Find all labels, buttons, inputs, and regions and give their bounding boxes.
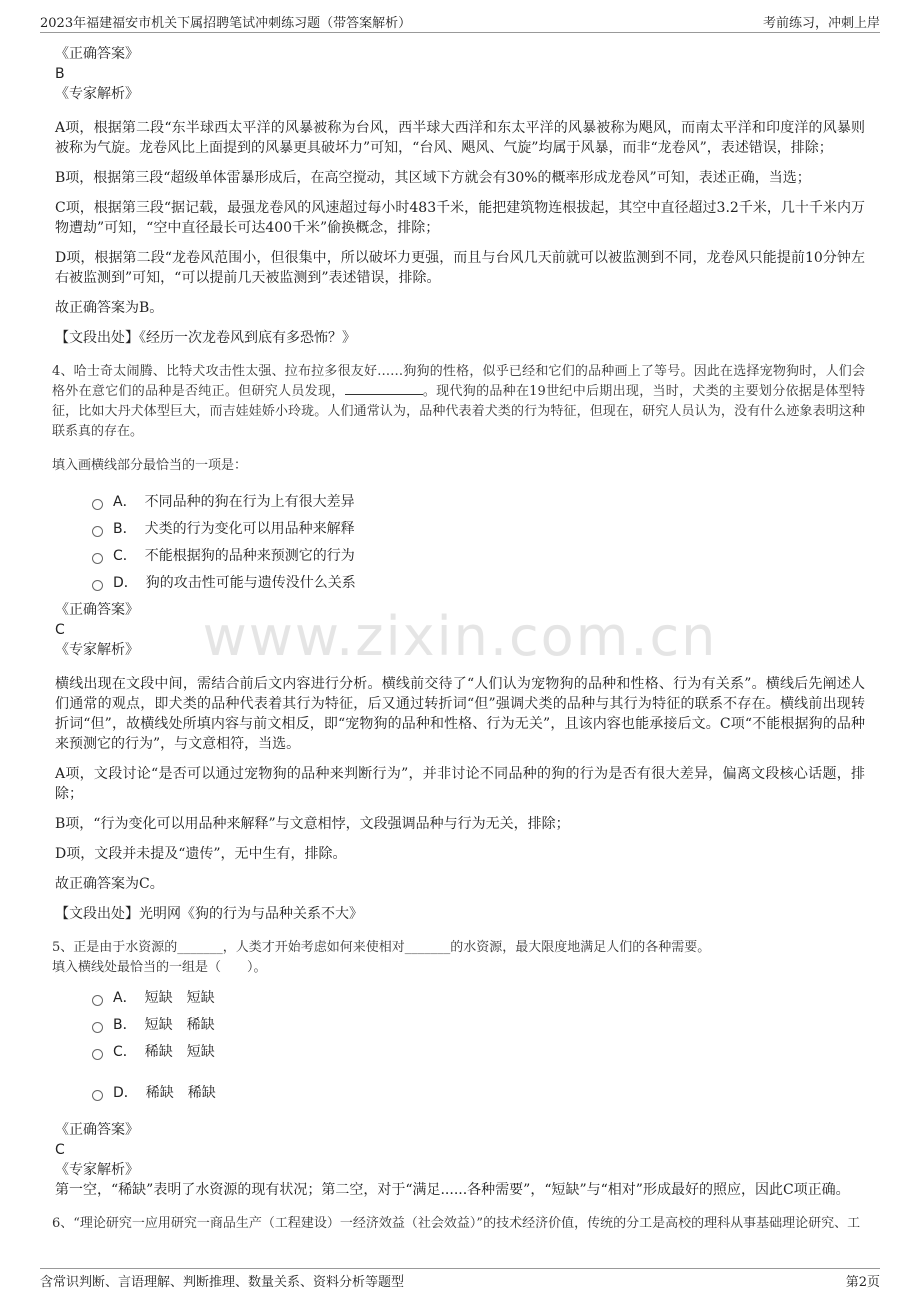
option-d[interactable] bbox=[92, 1079, 865, 1106]
analysis-paragraph: D项，文段并未提及“遗传”，无中生有，排除。 bbox=[55, 846, 347, 862]
header-slogan: 考前练习，冲刺上岸 bbox=[762, 15, 880, 31]
option-text: 稀缺 短缺 bbox=[144, 1043, 215, 1060]
option-a[interactable] bbox=[92, 488, 865, 515]
question-4-stem-part-b: 。现代狗的品种在19世纪中后期出现，当时，犬类的主要划分依据是体型特征，比如大丹犬体型巨大，而吉娃娃娇小玲珑。人们通常认为，品种代表着犬类的行为特征，但现在，研究人员认为，没有什么迹象表明这种联系真的存在。 bbox=[52, 384, 865, 439]
option-label: D． bbox=[113, 1084, 138, 1101]
question-6-stem: 6、“理论研究一应用研究一商品生产（工程建设）一经济效益（社会效益）”的技术经济价值，传统的分工是高校的理科从事基础理论研究、工 bbox=[52, 1216, 861, 1231]
question-4-options bbox=[92, 488, 865, 596]
correct-answer-value: C bbox=[55, 1142, 65, 1158]
source-citation: 【文段出处】《经历一次龙卷风到底有多恐怖？》 bbox=[55, 330, 356, 346]
analysis-paragraph: B项，“行为变化可以用品种来解释”与文意相悖，文段强调品种与行为无关，排除； bbox=[55, 816, 570, 832]
analysis-label: 《专家解析》 bbox=[55, 642, 139, 658]
page-content bbox=[52, 44, 865, 1234]
analysis-conclusion: 故正确答案为B。 bbox=[55, 300, 164, 316]
question-4-stem-part-a: 4、哈士奇太闹腾、比特犬攻击性太强、拉布拉多很友好……狗狗的性格，似乎已经和它们的品种画上了等号。因此在选择宠物狗时，人们会格外在意它们的品种是否纯正。但研究人员发现， bbox=[52, 364, 865, 399]
source-citation: 【文段出处】光明网《狗的行为与品种关系不大》 bbox=[55, 906, 363, 922]
question-5-options bbox=[92, 984, 865, 1106]
option-text: 犬类的行为变化可以用品种来解释 bbox=[144, 520, 355, 537]
option-label: D． bbox=[113, 574, 138, 591]
option-b[interactable] bbox=[92, 515, 865, 542]
option-text: 短缺 稀缺 bbox=[144, 1016, 215, 1033]
option-text: 稀缺 稀缺 bbox=[145, 1084, 216, 1101]
analysis-conclusion: 故正确答案为C。 bbox=[55, 876, 164, 892]
analysis-paragraph: A项，根据第二段“东半球西太平洋的风暴被称为台风，西半球大西洋和东太平洋的风暴被称为飓风，而南太平洋和印度洋的风暴则被称为气旋。龙卷风比上面提到的风暴更具破坏力”可知，“台风、飓风、气旋”均属于风暴，而非“龙卷风”，表述错误，排除； bbox=[55, 120, 865, 156]
analysis-label: 《专家解析》 bbox=[55, 1162, 139, 1178]
radio-icon[interactable] bbox=[92, 499, 103, 510]
radio-icon[interactable] bbox=[92, 995, 103, 1006]
analysis-paragraph: B项，根据第三段“超级单体雷暴形成后，在高空搅动，其区域下方就会有30%的概率形成龙卷风”可知，表述正确，当选； bbox=[55, 170, 811, 186]
option-label: C． bbox=[113, 547, 137, 564]
option-c[interactable] bbox=[92, 1038, 865, 1065]
page-footer bbox=[40, 1268, 880, 1291]
option-label: A． bbox=[113, 989, 137, 1006]
analysis-label: 《专家解析》 bbox=[55, 86, 139, 102]
option-a[interactable] bbox=[92, 984, 865, 1011]
radio-icon[interactable] bbox=[92, 1090, 103, 1101]
correct-answer-value: C bbox=[55, 622, 65, 638]
footer-description: 含常识判断、言语理解、判断推理、数量关系、资料分析等题型 bbox=[40, 1274, 405, 1290]
radio-icon[interactable] bbox=[92, 1022, 103, 1033]
page-number: 第2页 bbox=[845, 1274, 880, 1290]
correct-answer-label: 《正确答案》 bbox=[55, 1122, 139, 1138]
analysis-paragraph: A项，文段讨论“是否可以通过宠物狗的品种来判断行为”，并非讨论不同品种的狗的行为是否有很大差异，偏离文段核心话题，排除； bbox=[55, 766, 865, 802]
radio-icon[interactable] bbox=[92, 1049, 103, 1060]
question-5-lead: 填入横线处最恰当的一组是（ ）。 bbox=[52, 960, 267, 975]
analysis-paragraph: 横线出现在文段中间，需结合前后文内容进行分析。横线前交待了“人们认为宠物狗的品种和性格、行为有关系”。横线后先阐述人们通常的观点，即犬类的品种代表着其行为特征，后又通过转折词“但”强调犬类的品种与其行为特征的联系不存在。横线前出现转折词“但”，故横线处所填内容与前文相反，即“宠物狗的品种和性格、行为无关”，且该内容也能承接后文。C项“不能根据狗的品种来预测它的行为”，与文意相符，当选。 bbox=[55, 676, 865, 752]
correct-answer-label: 《正确答案》 bbox=[55, 46, 139, 62]
option-d[interactable] bbox=[92, 569, 865, 596]
correct-answer-value: B bbox=[55, 66, 65, 82]
radio-icon[interactable] bbox=[92, 580, 103, 591]
question-4-stem bbox=[52, 362, 865, 442]
header-title: 2023年福建福安市机关下属招聘笔试冲刺练习题（带答案解析） bbox=[40, 15, 412, 31]
question-6 bbox=[52, 1214, 865, 1234]
question-3-answer-block bbox=[55, 44, 865, 348]
radio-icon[interactable] bbox=[92, 526, 103, 537]
page-header bbox=[40, 10, 880, 33]
watermark: www.zixin.com.cn bbox=[202, 605, 718, 668]
option-text: 不能根据狗的品种来预测它的行为 bbox=[144, 547, 355, 564]
question-4 bbox=[52, 362, 865, 924]
question-5-stem: 5、正是由于水资源的_______，人类才开始考虑如何来使相对_______的水资源，最大限度地满足人们的各种需要。 bbox=[52, 940, 711, 955]
option-b[interactable] bbox=[92, 1011, 865, 1038]
radio-icon[interactable] bbox=[92, 553, 103, 564]
answer-blank bbox=[345, 382, 423, 395]
option-label: A． bbox=[113, 493, 137, 510]
option-label: B． bbox=[113, 520, 137, 537]
analysis-paragraph: D项，根据第二段“龙卷风范围小，但很集中，所以破坏力更强，而且与台风几天前就可以被监测到不同，龙卷风只能提前10分钟左右被监测到”可知，“可以提前几天被监测到”表述错误，排除。 bbox=[55, 250, 865, 286]
analysis-paragraph: C项，根据第三段“据记载，最强龙卷风的风速超过每小时483千米，能把建筑物连根拔起，其空中直径超过3.2千米，几十千米内万物遭劫”可知，“空中直径最长可达400千米”偷换概念，排除； bbox=[55, 200, 865, 236]
question-5 bbox=[52, 938, 865, 1200]
option-label: B． bbox=[113, 1016, 137, 1033]
option-c[interactable] bbox=[92, 542, 865, 569]
option-text: 不同品种的狗在行为上有很大差异 bbox=[144, 493, 355, 510]
option-text: 短缺 短缺 bbox=[144, 989, 215, 1006]
analysis-paragraph: 第一空，“稀缺”表明了水资源的现有状况；第二空，对于“满足......各种需要”，“短缺”与“相对”形成最好的照应，因此C项正确。 bbox=[55, 1182, 850, 1198]
option-text: 狗的攻击性可能与遗传没什么关系 bbox=[145, 574, 356, 591]
question-4-lead: 填入画横线部分最恰当的一项是： bbox=[52, 458, 248, 473]
option-label: C． bbox=[113, 1043, 137, 1060]
correct-answer-label: 《正确答案》 bbox=[55, 602, 139, 618]
